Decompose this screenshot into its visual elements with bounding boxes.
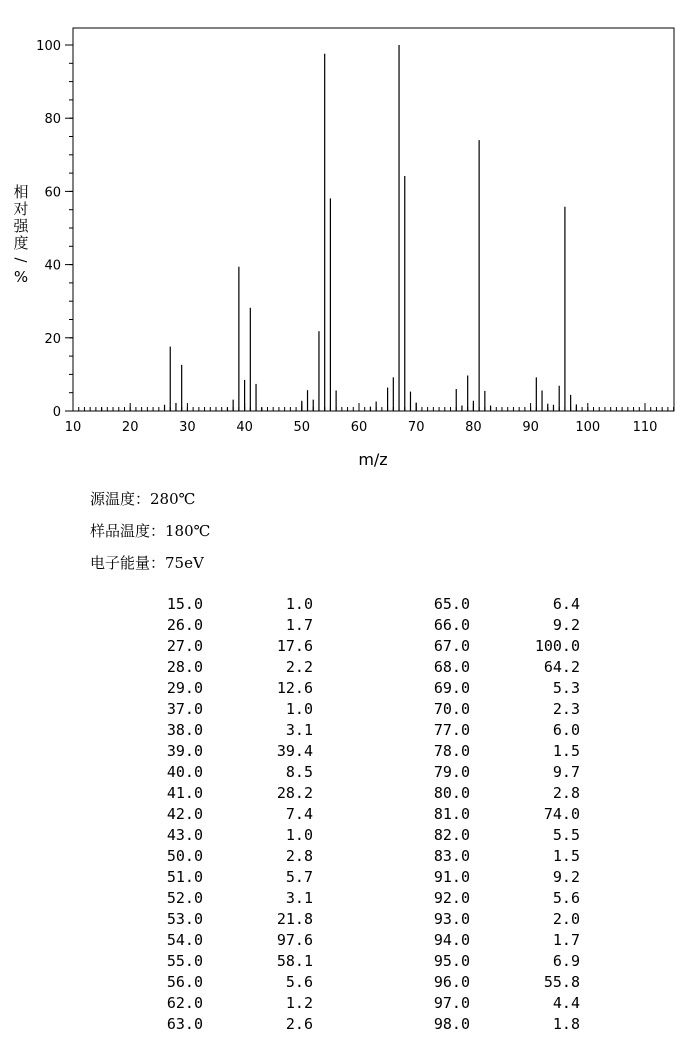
- mz-value: 82.0: [433, 826, 470, 844]
- intensity-value: 1.7: [552, 931, 580, 949]
- intensity-value: 5.6: [285, 973, 313, 991]
- mz-value: 95.0: [433, 952, 470, 970]
- mz-value: 91.0: [433, 868, 470, 886]
- intensity-value: 5.3: [552, 679, 580, 697]
- mz-value: 42.0: [166, 805, 203, 823]
- intensity-value: 2.8: [285, 847, 313, 865]
- mz-value: 50.0: [166, 847, 203, 865]
- y-tick-label: 80: [44, 112, 61, 128]
- x-tick-label: 50: [293, 420, 311, 435]
- intensity-value: 2.2: [285, 658, 313, 676]
- mz-value: 83.0: [433, 847, 470, 865]
- y-label-char: /: [12, 257, 30, 263]
- mz-value: 65.0: [433, 595, 470, 613]
- minor-ticks: [69, 45, 674, 411]
- mz-value: 98.0: [433, 1015, 470, 1033]
- mz-value: 40.0: [166, 763, 203, 781]
- intensity-value: 97.6: [276, 931, 313, 949]
- mz-value: 93.0: [433, 910, 470, 928]
- intensity-value: 7.4: [285, 805, 313, 823]
- x-tick-label: 60: [350, 420, 368, 435]
- x-tick-label: 40: [236, 420, 253, 435]
- mz-value: 81.0: [433, 805, 470, 823]
- mz-value: 79.0: [433, 763, 470, 781]
- y-axis-label: [12, 183, 30, 286]
- mz-value: 55.0: [166, 952, 203, 970]
- intensity-value: 28.2: [276, 784, 313, 802]
- peak-bars: [102, 45, 577, 411]
- intensity-value: 5.5: [552, 826, 580, 844]
- mz-value: 80.0: [433, 784, 470, 802]
- y-tick-label: 40: [44, 258, 61, 274]
- y-tick-label: 20: [44, 331, 61, 347]
- mz-value: 52.0: [166, 889, 203, 907]
- mz-value: 97.0: [433, 994, 470, 1012]
- x-tick-label: 20: [121, 420, 139, 435]
- mz-value: 41.0: [166, 784, 203, 802]
- mz-value: 63.0: [166, 1015, 203, 1033]
- plot-frame: [73, 28, 674, 411]
- intensity-value: 6.4: [552, 595, 580, 613]
- x-axis-ticks: [65, 403, 658, 435]
- intensity-value: 2.3: [552, 700, 580, 718]
- y-label-char: 相: [13, 183, 29, 201]
- y-tick-label: 100: [36, 39, 61, 54]
- mz-value: 78.0: [433, 742, 470, 760]
- intensity-value: 1.0: [285, 595, 313, 613]
- intensity-value: 55.8: [543, 973, 580, 991]
- intensity-value: 39.4: [276, 742, 313, 760]
- y-label-char: 对: [13, 200, 29, 218]
- intensity-value: 2.8: [552, 784, 580, 802]
- intensity-value: 2.0: [552, 910, 580, 928]
- intensity-value: 5.6: [552, 889, 580, 907]
- y-axis-ticks: [36, 39, 73, 420]
- intensity-value: 1.7: [285, 616, 313, 634]
- sample-temperature: 样品温度：180℃: [90, 522, 211, 540]
- mz-value: 26.0: [166, 616, 203, 634]
- y-tick-label: 0: [52, 405, 61, 420]
- intensity-value: 9.2: [552, 616, 580, 634]
- mz-value: 53.0: [166, 910, 203, 928]
- intensity-value: 12.6: [276, 679, 313, 697]
- mz-value: 54.0: [166, 931, 203, 949]
- x-tick-label: 100: [575, 420, 601, 435]
- mz-value: 92.0: [433, 889, 470, 907]
- intensity-value: 64.2: [543, 658, 580, 676]
- mz-value: 15.0: [166, 595, 203, 613]
- x-tick-label: 10: [64, 420, 82, 435]
- y-label-char: 强: [13, 217, 29, 235]
- mz-value: 38.0: [166, 721, 203, 739]
- mz-value: 96.0: [433, 973, 470, 991]
- x-tick-label: 90: [522, 420, 539, 435]
- mz-value: 28.0: [166, 658, 203, 676]
- intensity-value: 1.2: [285, 994, 313, 1012]
- intensity-value: 74.0: [543, 805, 580, 823]
- intensity-value: 1.8: [552, 1015, 580, 1033]
- intensity-value: 8.5: [285, 763, 313, 781]
- intensity-value: 4.4: [552, 994, 580, 1012]
- intensity-value: 9.7: [552, 763, 580, 781]
- intensity-value: 6.0: [552, 721, 580, 739]
- x-tick-label: 30: [179, 420, 196, 435]
- x-tick-label: 80: [465, 420, 482, 435]
- mz-value: 29.0: [166, 679, 203, 697]
- intensity-value: 3.1: [285, 889, 313, 907]
- x-axis-label: m/z: [358, 450, 388, 469]
- intensity-value: 9.2: [552, 868, 580, 886]
- intensity-value: 21.8: [276, 910, 313, 928]
- y-label-char: %: [13, 268, 29, 286]
- intensity-value: 1.5: [552, 847, 580, 865]
- intensity-value: 5.7: [285, 868, 313, 886]
- intensity-value: 58.1: [276, 952, 313, 970]
- intensity-value: 3.1: [285, 721, 313, 739]
- mz-value: 56.0: [166, 973, 203, 991]
- x-tick-label: 70: [407, 420, 425, 435]
- mz-value: 51.0: [166, 868, 203, 886]
- y-tick-label: 60: [44, 185, 61, 201]
- electron-energy: 电子能量：75eV: [90, 554, 204, 572]
- mz-value: 39.0: [166, 742, 203, 760]
- intensity-value: 1.5: [552, 742, 580, 760]
- intensity-value: 1.0: [285, 826, 313, 844]
- intensity-value: 6.9: [552, 952, 580, 970]
- mz-value: 69.0: [433, 679, 470, 697]
- x-tick-label: 110: [632, 420, 658, 435]
- intensity-value: 100.0: [534, 637, 580, 655]
- mz-value: 37.0: [166, 700, 203, 718]
- mz-value: 77.0: [433, 721, 470, 739]
- mz-value: 43.0: [166, 826, 203, 844]
- intensity-value: 1.0: [285, 700, 313, 718]
- mz-value: 70.0: [433, 700, 470, 718]
- mass-spectrum-chart: [0, 0, 696, 480]
- mz-value: 68.0: [433, 658, 470, 676]
- mz-value: 27.0: [166, 637, 203, 655]
- mz-value: 66.0: [433, 616, 470, 634]
- intensity-value: 2.6: [285, 1015, 313, 1033]
- mz-value: 67.0: [433, 637, 470, 655]
- intensity-value: 17.6: [276, 637, 313, 655]
- y-label-char: 度: [13, 234, 29, 252]
- mz-value: 62.0: [166, 994, 203, 1012]
- mz-value: 94.0: [433, 931, 470, 949]
- source-temperature: 源温度：280℃: [90, 490, 196, 508]
